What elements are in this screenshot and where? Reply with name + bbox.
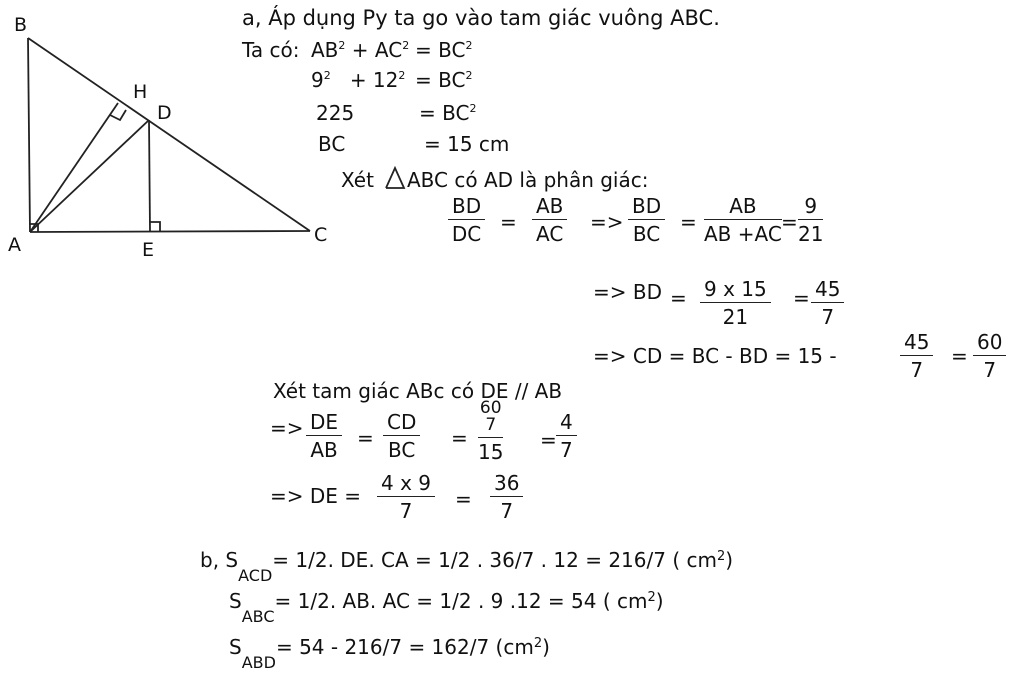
xet-ad-label: Xét xyxy=(341,168,374,192)
label-a: A xyxy=(8,234,21,256)
implies: => xyxy=(590,210,624,234)
xet-de-ab: Xét tam giác ABc có DE // AB xyxy=(273,379,563,403)
triangle-icon xyxy=(384,166,406,190)
right-angle-mark-e xyxy=(150,222,160,231)
area-abd: $S_{ABD}= 54 - 216/7 = 162/7$ $(cm^2)$ xyxy=(229,635,550,672)
eq-sign: = xyxy=(455,487,472,511)
eq1-lhs: $AB^2 + AC^2$ xyxy=(311,38,410,62)
label-h: H xyxy=(133,81,148,103)
eq4-rhs: = 15 cm xyxy=(424,132,510,156)
ta-co: Ta có: xyxy=(242,38,300,62)
eq4-lhs: BC xyxy=(318,132,346,156)
label-c: C xyxy=(314,224,328,246)
frac-4x9-7: $\frac{4 x 9}{7}$ xyxy=(377,473,435,521)
eq-sign: = xyxy=(781,210,798,234)
frac-4-7: $\frac{4}{7}$ xyxy=(556,412,577,460)
eq-sign: = xyxy=(680,210,697,234)
frac-9-21: $\frac{9}{21}$ xyxy=(798,194,824,246)
segment-ah xyxy=(30,103,118,232)
implies-bd: => BD xyxy=(593,280,662,304)
segment-ad xyxy=(30,120,149,232)
frac-ab-ac: $\frac{AB}{AC}$ xyxy=(532,196,567,244)
label-b: B xyxy=(14,14,28,36)
eq-sign: = xyxy=(951,344,968,368)
frac-45-7: $\frac{45}{7}$ xyxy=(811,279,844,327)
area-abc: $S_{ABC}= 1/2$. AB. AC = 1/2 . 9 .12 = 54 ( $cm^2$) xyxy=(229,589,664,626)
frac-45-7-b: $\frac{45}{7}$ xyxy=(900,332,933,380)
xet-ad-text: ABC có AD là phân giác: xyxy=(407,168,649,192)
frac-60-7: $\frac{60}{7}$ xyxy=(973,332,1006,380)
eq-sign: = xyxy=(500,210,517,234)
eq1-rhs: = $BC^2$ xyxy=(415,38,473,62)
frac-ab-sum: $\frac{AB}{AB +AC}$ xyxy=(704,194,782,246)
label-d: D xyxy=(157,102,172,124)
frac-36-7: $\frac{36}{7}$ xyxy=(490,473,523,521)
frac-bd-bc: $\frac{BD}{BC}$ xyxy=(628,196,665,244)
implies-cd: => CD = BC - BD = 15 - xyxy=(593,344,837,368)
eq-sign: = xyxy=(540,428,557,452)
part-a-heading: a, Áp dụng Py ta go vào tam giác vuông ABC. xyxy=(242,6,720,30)
segment-ac xyxy=(30,231,310,232)
eq-sign: = xyxy=(793,286,810,310)
segment-bc xyxy=(28,38,310,231)
eq-sign: = xyxy=(357,426,374,450)
segment-de xyxy=(149,120,150,231)
frac-60over7-15: 60 7 15 xyxy=(478,398,504,464)
label-e: E xyxy=(142,239,155,261)
frac-cd-bc: $\frac{CD}{BC}$ xyxy=(383,412,420,460)
eq3-rhs: = $BC^2$ xyxy=(419,101,477,125)
eq2-rhs: = $BC^2$ xyxy=(415,68,473,92)
frac-bd-dc: $\frac{BD}{DC}$ xyxy=(448,196,485,244)
eq2-lhs: $9^2$ + $12^2$ xyxy=(311,68,406,92)
eq3-lhs: 225 xyxy=(316,101,355,125)
eq-sign: = xyxy=(670,286,687,310)
segment-ab xyxy=(28,38,30,232)
frac-915-21: $\frac{9 x 15}{21}$ xyxy=(700,279,771,327)
eq-sign: = xyxy=(451,426,468,450)
area-acd: b, $S_{ACD}= 1/2$. DE. CA = 1/2 . 36/7 . 12 = 216/7 ( $cm^2$) xyxy=(200,548,734,585)
implies-de-ratio: => xyxy=(270,416,304,440)
frac-de-ab: $\frac{DE}{AB}$ xyxy=(306,412,342,460)
implies-de: => DE = xyxy=(270,484,362,508)
